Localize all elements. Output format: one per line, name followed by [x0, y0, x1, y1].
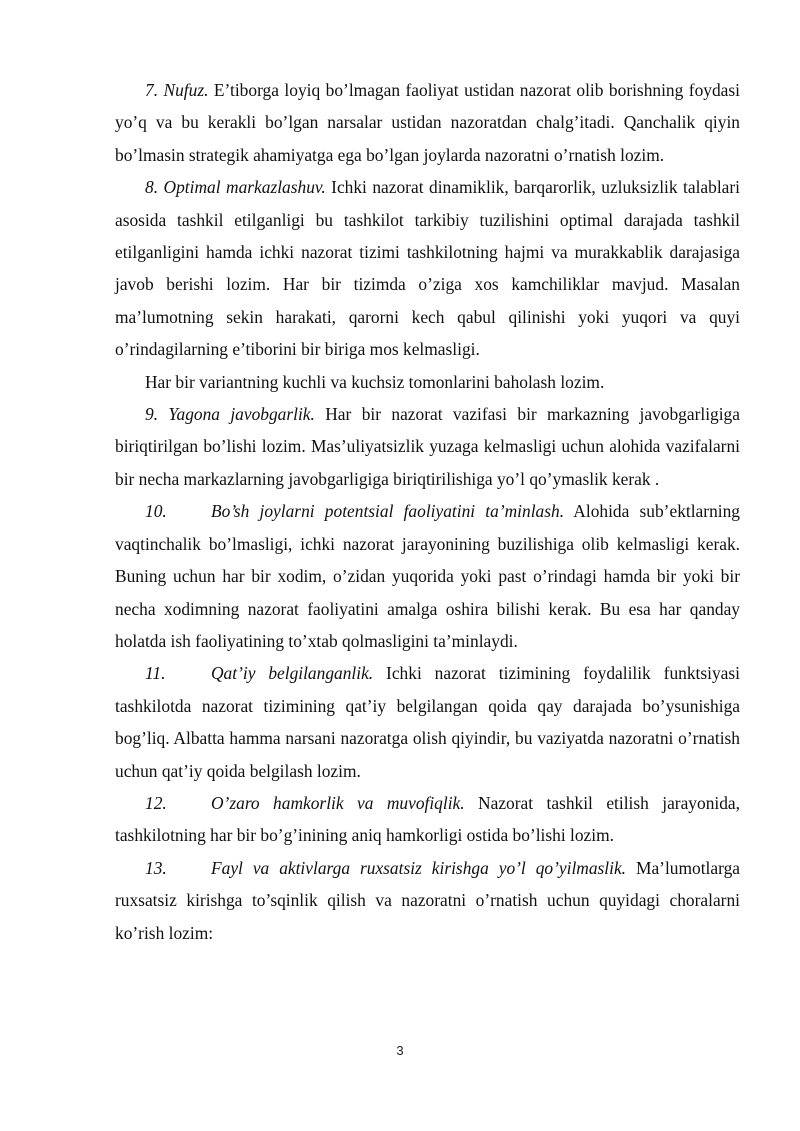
item-number: 7. — [145, 80, 159, 100]
item-text: Ichki nazorat dinamiklik, barqarorlik, uzluksizlik talablari asosida tashkil etilganligi bu tashkilot tarkibiy tuzilishini optimal darajada tashkil etilganligini hamda ichki nazorat tizimi tashkilotning hajmi va murakkablik darajasiga javob berishi lozim. Har bir tizimda o’ziga xos kamchiliklar mavjud. Masalan ma’lumotning sekin harakati, qarorni kech qabul qilinishi yoki yuqori va quyi o’rindagilarning e’tiborini bir biriga mos kelmasligi. — [115, 177, 740, 360]
item-number: 12. — [145, 792, 167, 813]
item-title: Yagona javobgarlik. — [168, 404, 315, 425]
item-text: Har bir nazorat vazifasi bir markazning javobgarligiga biriqtirilgan bo’lishi lozim. Mas’uliyatsizlik yuzaga kelmasligi uchun alohida vazifalarni bir necha markazlarning javobgarligiga biriqtirilishiga yo’l qo’ymaslik kerak . — [115, 404, 740, 489]
page-number: 3 — [396, 1043, 404, 1058]
item-title: O’zaro hamkorlik va muvofiqlik. — [211, 792, 465, 813]
item-text: Ma’lumotlarga ruxsatsiz kirishga to’sqinlik qilish va nazoratni o’rnatish uchun quyidagi choralarni ko’rish lozim: — [115, 857, 740, 943]
paragraph-9 — [115, 398, 740, 495]
paragraph-8 — [115, 171, 740, 365]
item-title: Qat’iy belgilanganlik. — [211, 663, 374, 684]
paragraph-13 — [115, 852, 740, 949]
item-title: Bo’sh joylarni potentsial faoliyatini ta’minlash. — [211, 501, 565, 522]
item-text: Ichki nazorat tizimining foydalilik funktsiyasi tashkilotda nazorat tizimining qat’iy belgilangan qoida qay darajada bo’ysunishiga bog’liq. Albatta hamma narsani nazoratga olish qiyindir, bu vaziyatda nazoratni o’rnatish uchun qat’iy qoida belgilash lozim. — [115, 663, 740, 781]
item-title: Optimal markazlashuv. — [163, 177, 326, 198]
paragraph-10 — [115, 495, 740, 657]
item-number: 9. — [145, 404, 159, 425]
item-number: 11. — [145, 663, 166, 684]
item-number: 13. — [145, 857, 167, 878]
item-text: Nazorat tashkil etilish jarayonida, tashkilotning har bir bo’g’inining aniq hamkorligi ostida bo’lishi lozim. — [115, 792, 740, 846]
paragraph-7 — [115, 74, 740, 171]
paragraph-11 — [115, 657, 740, 787]
item-text: Alohida sub’ektlarning vaqtinchalik bo’lmasligi, ichki nazorat jarayonining buzilishiga olib kelmasligi kerak. Buning uchun har bir xodim, o’zidan yuqorida yoki past o’rindagi hamda bir yoki bir necha xodimning nazorat faoliyatini amalga oshira bilishi kerak. Bu esa har qanday holatda ish faoliyatining to’xtab qolmasligini ta’minlaydi. — [115, 501, 740, 651]
paragraph-note — [115, 366, 740, 398]
paragraph-12 — [115, 787, 740, 852]
item-number: 10. — [145, 501, 167, 522]
item-text: Har bir variantning kuchli va kuchsiz tomonlarini baholash lozim. — [145, 371, 605, 392]
item-title: Fayl va aktivlarga ruxsatsiz kirishga yo’l qo’yilmaslik. — [211, 857, 627, 878]
item-title: Nufuz. — [163, 80, 209, 100]
item-number: 8. — [145, 177, 159, 198]
document-body — [115, 74, 740, 949]
item-text: E’tiborga loyiq bo’lmagan faoliyat ustidan nazorat olib borishning foydasi yo’q va bu kerakli bo’lgan narsalar ustidan nazoratdan chalg’itadi. Qanchalik qiyin bo’lmasin strategik ahamiyatga ega bo’lgan joylarda nazoratni o’rnatish lozim. — [115, 80, 740, 165]
